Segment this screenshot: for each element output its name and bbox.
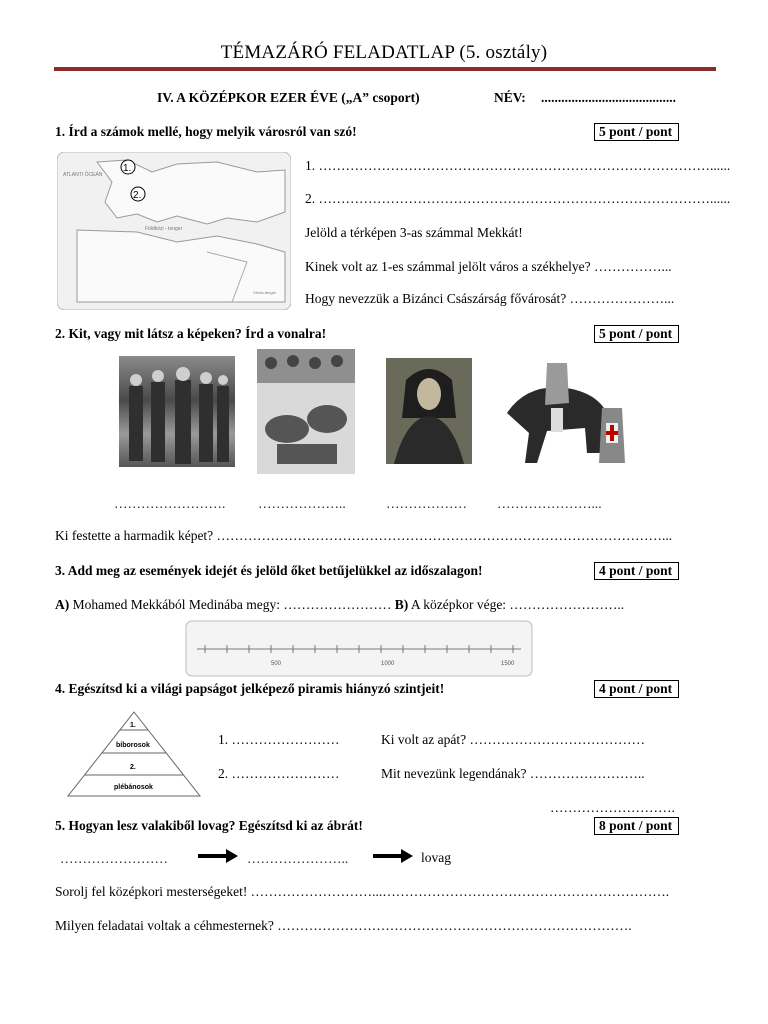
name-blank[interactable]: ........................................ [541, 90, 676, 105]
question-1: 1. Írd a számok mellé, hogy melyik városról van szó! [55, 124, 357, 139]
pyramid-level-1-name: bíborosok [116, 742, 150, 749]
mona-lisa-photo [386, 358, 472, 464]
q2-blank-1[interactable]: ……………………. [114, 496, 226, 511]
guildmaster-question[interactable]: Milyen feladatai voltak a céhmesternek? ……………………………………………………………………. [55, 918, 632, 933]
score-box-3: 4 pont / pont [594, 562, 679, 580]
q5-step-2[interactable]: ………………….. [247, 851, 349, 866]
q3-b-text[interactable]: A középkor vége: …………………….. [410, 597, 625, 612]
q3-a-label: A) [55, 597, 70, 612]
q4-abbot-question[interactable]: Ki volt az apát? ………………………………… [381, 732, 645, 747]
question-5: 5. Hogyan lesz valakiből lovag? Egészítsd ki az ábrát! [55, 818, 363, 833]
name-label: NÉV: [494, 90, 526, 105]
score-box-4: 4 pont / pont [594, 680, 679, 698]
title-divider [54, 67, 716, 71]
map-redsea-label: Vörös-tenger [253, 290, 277, 295]
clergy-pyramid [64, 710, 204, 798]
q1-line-2[interactable]: 2. ……………………………………………………………………………...... [305, 191, 731, 206]
pyramid-level-2: 2. [130, 764, 136, 771]
timeline-label-1500: 1500 [501, 661, 515, 667]
q4-blank-1[interactable]: 1. …………………… [218, 732, 340, 747]
knights-photo [487, 353, 637, 473]
q4-legend-continuation[interactable]: ………………………. [550, 800, 675, 815]
q2-painter-question[interactable]: Ki festette a harmadik képet? ………………………………………………………………………………………... [55, 528, 673, 543]
page-title: TÉMAZÁRÓ FELADATLAP (5. osztály) [220, 42, 548, 63]
q2-blank-3[interactable]: ……………… [386, 496, 467, 511]
score-box-1: 5 pont / pont [594, 123, 679, 141]
q2-blank-2[interactable]: ……………….. [258, 496, 346, 511]
mosaic-photo [119, 356, 235, 467]
arrow-right-icon [198, 848, 238, 869]
crafts-question[interactable]: Sorolj fel középkori mesterségeket! ………………………...………………………………………………………. [55, 884, 670, 899]
score-box-2: 5 pont / pont [594, 325, 679, 343]
map-marker-1: 1. [123, 163, 132, 174]
q5-final-knight: lovag [421, 850, 451, 865]
score-box-5: 8 pont / pont [594, 817, 679, 835]
question-2: 2. Kit, vagy mit látsz a képeken? Írd a vonalra! [55, 326, 327, 341]
q5-step-1[interactable]: …………………… [60, 851, 168, 866]
question-4: 4. Egészítsd ki a világi papságot jelképező piramis hiányzó szintjeit! [55, 681, 445, 696]
europe-map [57, 152, 291, 310]
q3-b-label: B) [394, 597, 409, 612]
q4-blank-2[interactable]: 2. …………………… [218, 766, 340, 781]
arrow-right-icon [373, 848, 413, 869]
map-marker-2: 2. [133, 190, 142, 201]
q1-capital-task[interactable]: Hogy nevezzük a Bizánci Császárság fővárosát? …………………... [305, 291, 675, 306]
q4-legend-question[interactable]: Mit nevezünk legendának? …………………….. [381, 766, 645, 781]
question-3: 3. Add meg az események idejét és jelöld őket betűjelükkel az időszalagon! [55, 563, 483, 578]
q1-line-1[interactable]: 1. ……………………………………………………………………………...... [305, 158, 731, 173]
timeline-label-500: 500 [271, 661, 282, 667]
q1-mekka-task: Jelöld a térképen 3-as számmal Mekkát! [305, 225, 523, 240]
pyramid-level-1: 1. [130, 722, 136, 729]
q3-a-text[interactable]: Mohamed Mekkából Medinába megy: …………………… [72, 597, 392, 612]
timeline[interactable] [185, 620, 533, 677]
subtitle: IV. A KÖZÉPKOR EZER ÉVE („A” csoport) [157, 90, 420, 105]
timeline-label-1000: 1000 [381, 661, 395, 667]
tapestry-photo [257, 349, 355, 474]
map-sea-label: Földközi - tenger [145, 226, 183, 232]
q2-blank-4[interactable]: …………………... [497, 496, 602, 511]
q1-seat-task[interactable]: Kinek volt az 1-es számmal jelölt város a székhelye? ……………... [305, 259, 672, 274]
map-ocean-label: ATLANTI ÓCEÁN [63, 172, 103, 178]
pyramid-level-2-name: plébánosok [114, 784, 153, 791]
